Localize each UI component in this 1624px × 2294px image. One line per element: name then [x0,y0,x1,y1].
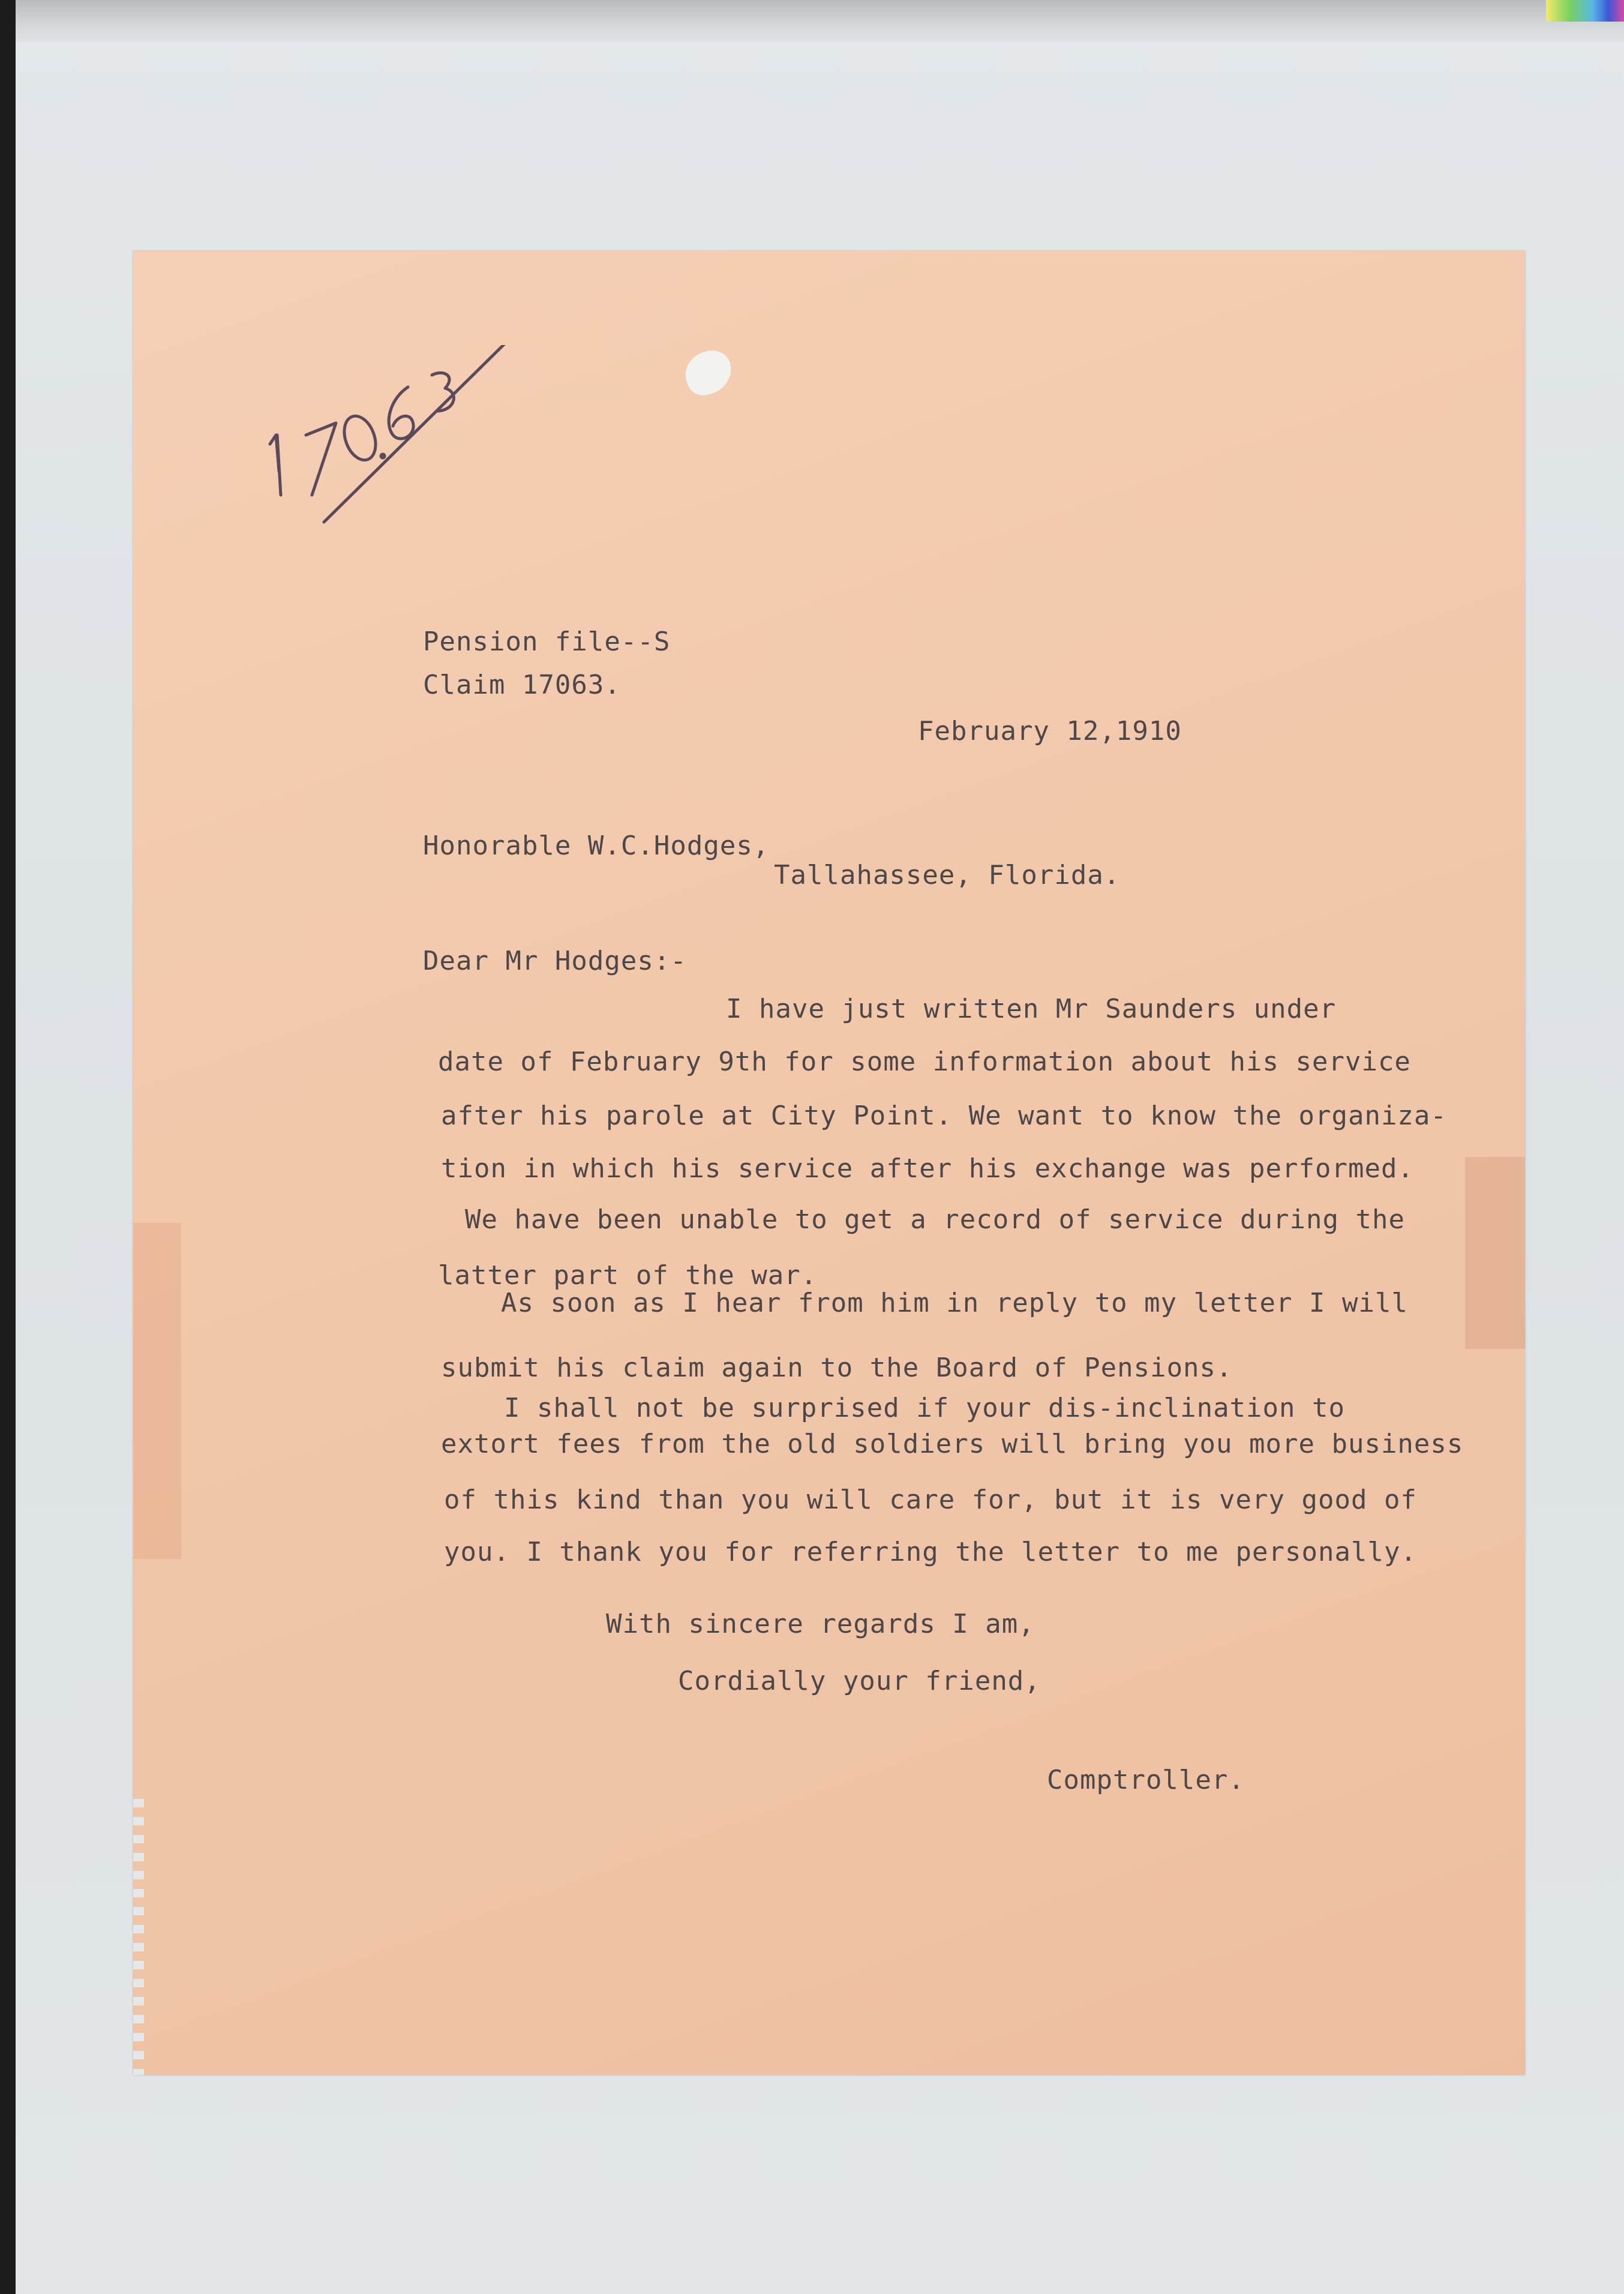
scan-color-strip [1546,0,1624,22]
body-line: date of February 9th for some information about his service [438,1046,1411,1077]
closing-sign-off: Cordially your friend, [678,1666,1041,1696]
body-line: tion in which his service after his exchange was performed. [441,1153,1414,1184]
body-line: extort fees from the old soldiers will bring you more business [441,1429,1464,1459]
body-line: after his parole at City Point. We want to know the organiza- [441,1100,1447,1131]
body-line: I shall not be surprised if your dis-inclination to [504,1393,1346,1423]
pension-file-reference: Pension file--S [423,626,671,657]
paper-hole [680,346,737,400]
recipient-name: Honorable W.C.Hodges, [423,830,770,861]
letter-date: February 12,1910 [918,716,1182,746]
closing-regards: With sincere regards I am, [606,1609,1035,1639]
salutation: Dear Mr Hodges:- [423,946,687,976]
scan-top-edge [0,0,1624,42]
body-line: of this kind than you will care for, but it is very good of [444,1485,1417,1515]
claim-reference: Claim 17063. [423,670,621,700]
body-line: As soon as I hear from him in reply to my letter I will [501,1288,1408,1318]
body-line: We have been unable to get a record of service during the [465,1204,1405,1235]
body-line: latter part of the war. [438,1260,818,1291]
handwritten-file-number [264,345,576,525]
recipient-location: Tallahassee, Florida. [774,860,1121,890]
paper-stain [1465,1157,1525,1349]
body-line: submit his claim again to the Board of Pensions. [441,1353,1233,1383]
body-line: I have just written Mr Saunders under [726,994,1337,1024]
signer-title: Comptroller. [1047,1765,1245,1795]
scan-left-edge [0,0,16,2294]
torn-edge [133,1799,144,2075]
body-line: you. I thank you for referring the letter to me personally. [444,1537,1417,1567]
left-edge-stain [133,1223,181,1559]
